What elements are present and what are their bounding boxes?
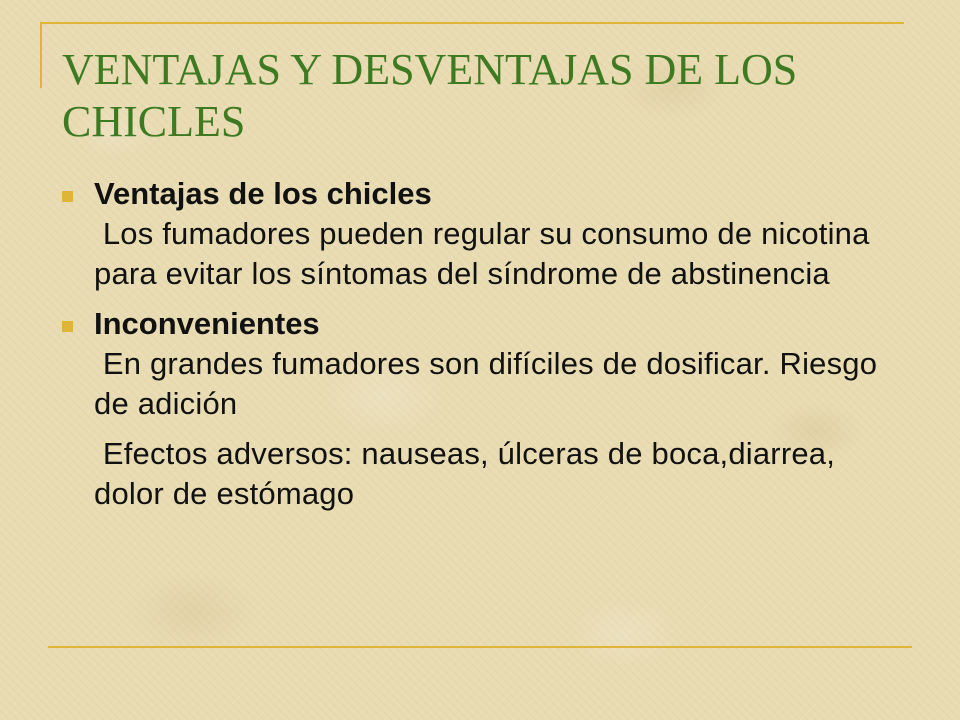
left-rule — [40, 22, 42, 88]
section-heading-inconvenientes: Inconvenientes — [94, 306, 320, 341]
paragraph-inconvenientes-1 — [94, 344, 890, 424]
paragraph-text: Los fumadores pueden regular su consumo de nicotina para evitar los síntomas del síndrome de abstinencia — [94, 216, 870, 291]
paragraph-text: En grandes fumadores son difíciles de dosificar. Riesgo de adición — [94, 346, 878, 421]
bullet-ventajas — [60, 174, 890, 214]
bullet-inconvenientes — [60, 304, 890, 344]
bottom-rule — [48, 646, 912, 648]
section-heading-ventajas: Ventajas de los chicles — [94, 176, 432, 211]
bullet-square-icon — [62, 321, 73, 332]
top-rule — [40, 22, 904, 24]
bullet-square-icon — [62, 191, 73, 202]
paragraph-inconvenientes-2 — [94, 434, 890, 514]
slide-title: VENTAJAS Y DESVENTAJAS DE LOS CHICLES — [62, 45, 798, 146]
paragraph-ventajas — [94, 214, 890, 294]
slide-content — [60, 174, 890, 514]
paragraph-text: Efectos adversos: nauseas, úlceras de boca,diarrea, dolor de estómago — [94, 436, 836, 511]
